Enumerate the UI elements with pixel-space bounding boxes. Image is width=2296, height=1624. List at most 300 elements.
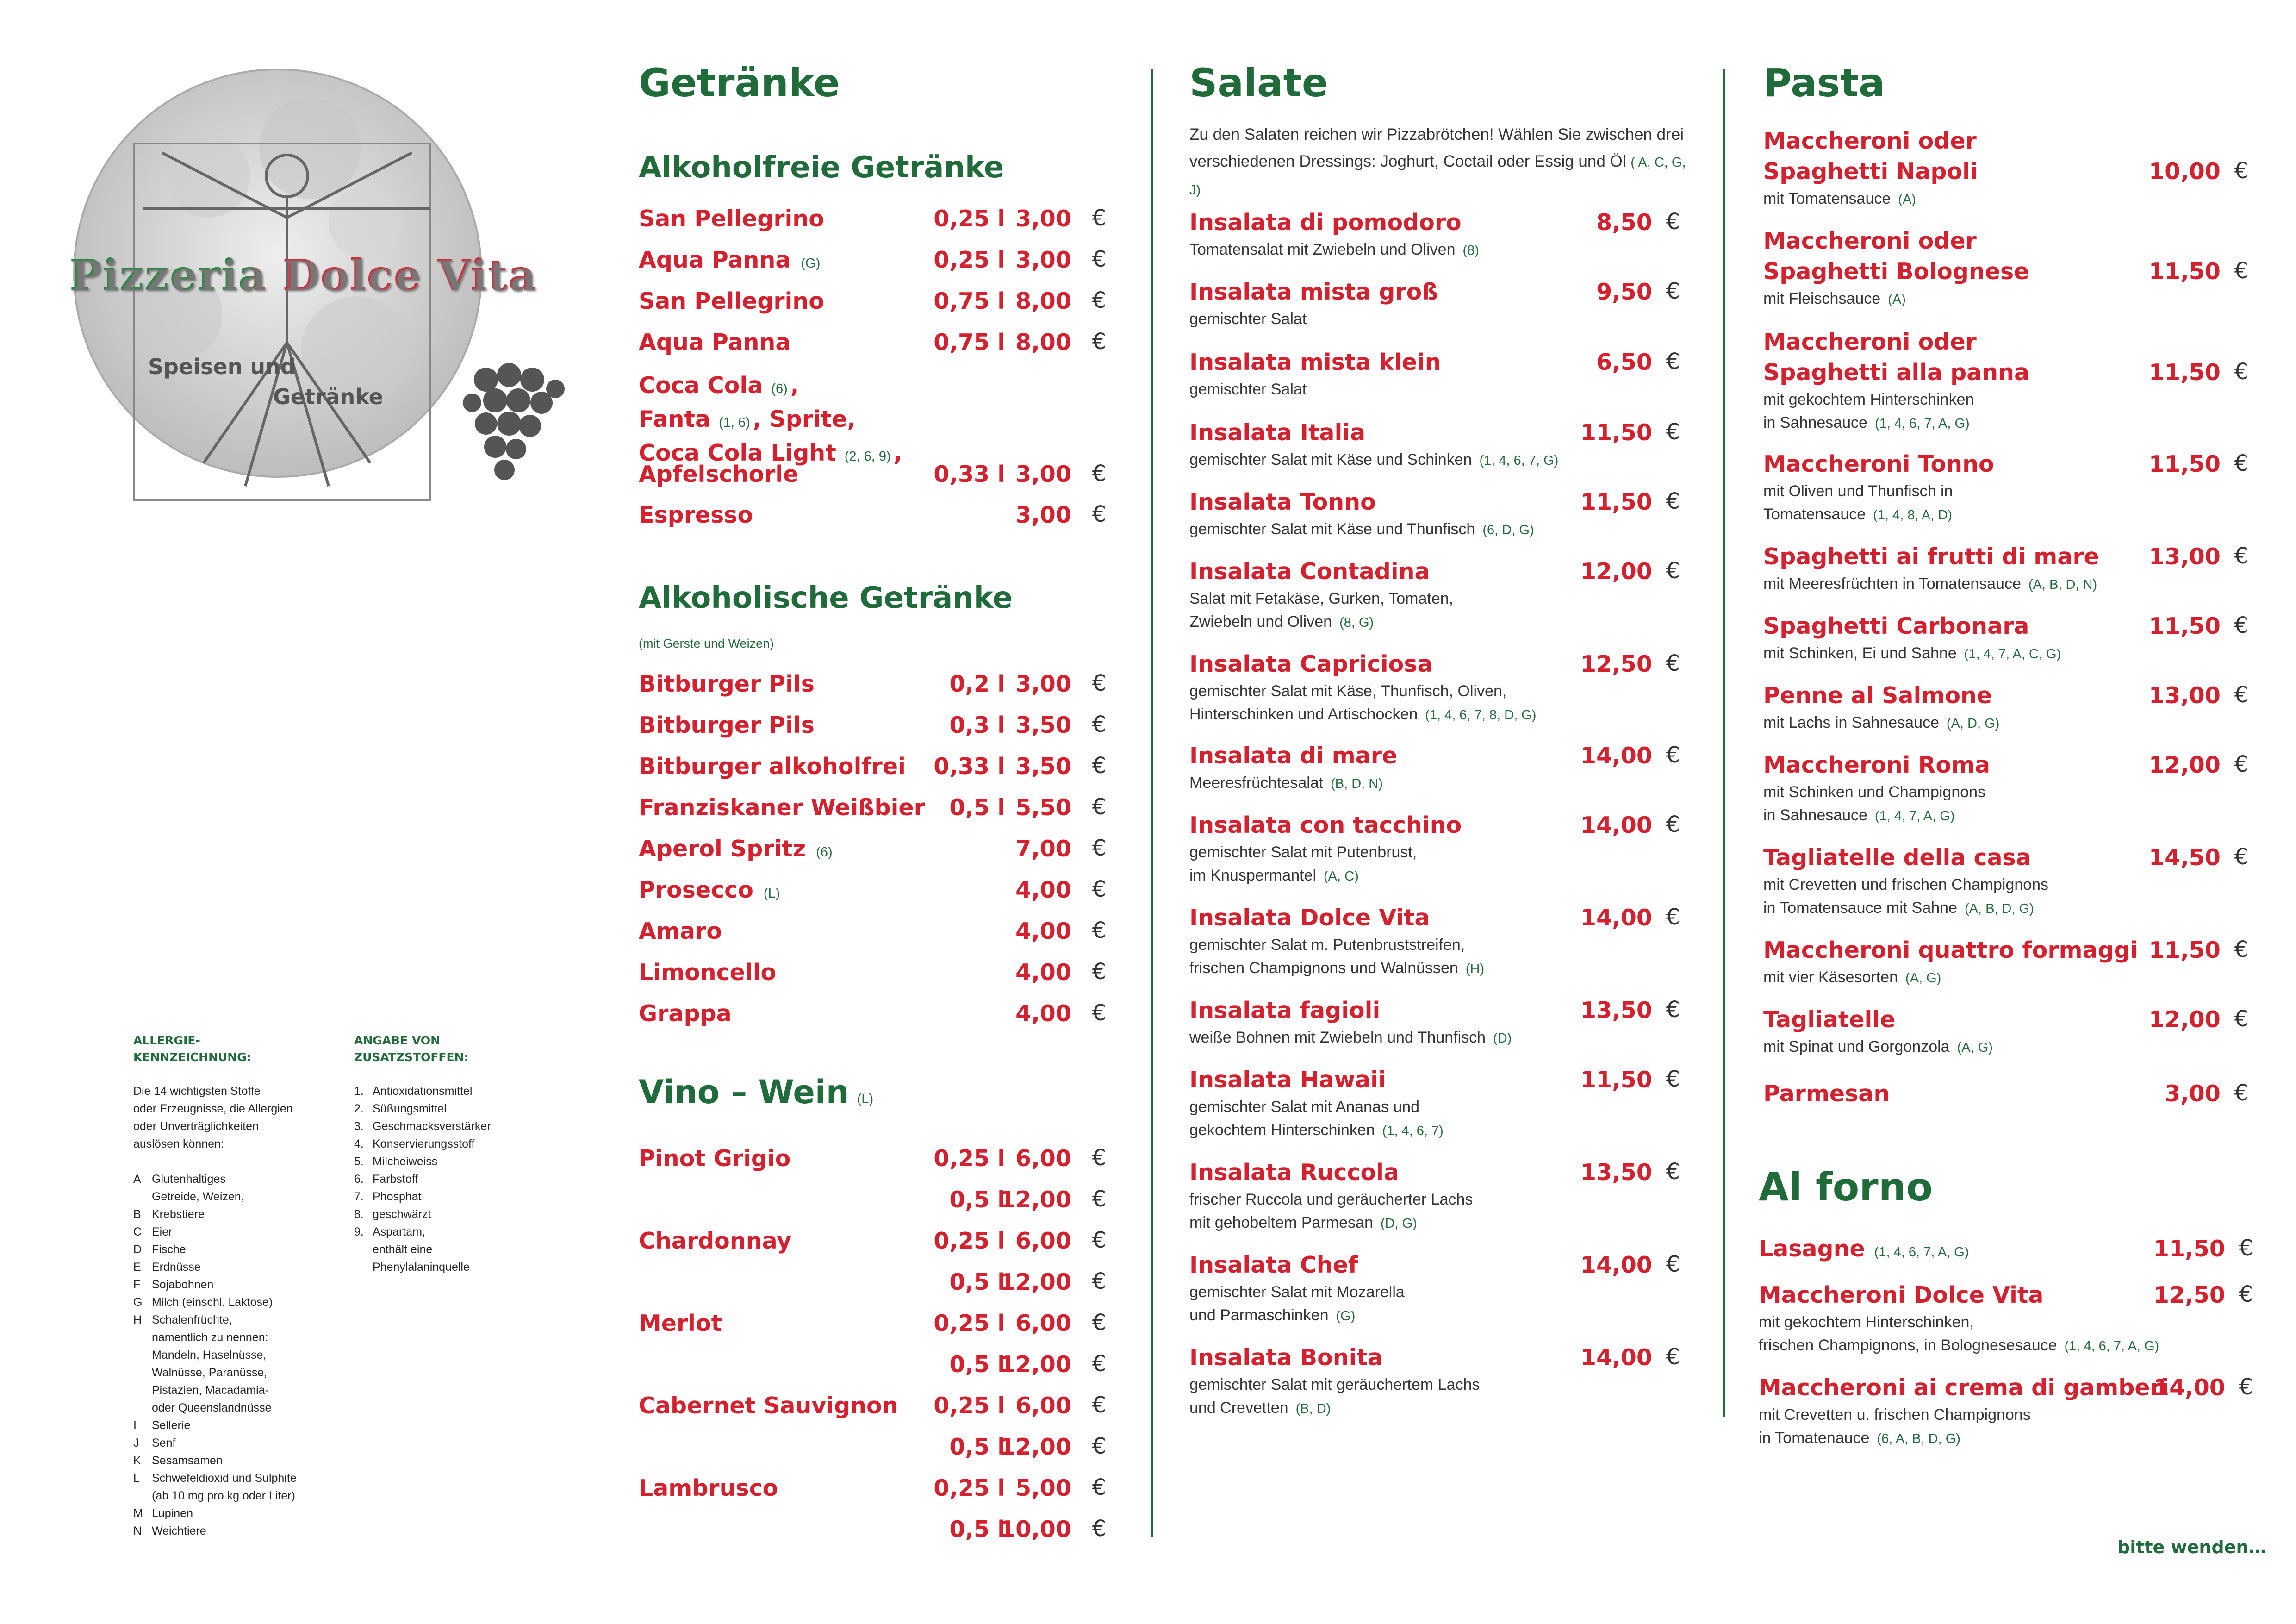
salate-intro-line-1: Zu den Salaten reichen wir Pizzabrötchen! Wählen Sie zwischen drei — [1189, 125, 1684, 144]
beer-wine-row-volume: 0,3 l — [949, 712, 1005, 738]
allergy-key: K — [133, 1454, 141, 1467]
logo-subtitle-1: Speisen und — [148, 354, 296, 379]
allergy-item — [133, 1487, 328, 1505]
wine-row — [639, 1185, 1111, 1215]
salad-item — [1189, 347, 1680, 401]
allergy-item — [133, 1258, 328, 1276]
allergy-item — [133, 1505, 328, 1522]
beer-wine-row-label: Franziskaner Weißbier — [639, 794, 925, 821]
additive-key: 6. — [354, 1173, 364, 1186]
pasta-item — [1763, 327, 2254, 435]
pasta-currency: € — [2234, 612, 2248, 638]
pasta-code: (A) — [1898, 192, 1916, 207]
pasta-name: Tagliatelle della casa — [1763, 844, 2031, 871]
salad-price: 13,50 — [1580, 997, 1652, 1024]
allergy-text: Senf — [152, 1437, 176, 1449]
salad-desc-text: gemischter Salat — [1189, 381, 1307, 398]
additive-item — [354, 1170, 530, 1188]
drink-row — [639, 204, 1111, 234]
salad-desc — [1189, 1396, 1680, 1420]
salad-desc — [1189, 864, 1680, 888]
softdrink-sep: , — [893, 440, 902, 466]
forno-desc: mit gekochtem Hinterschinken, — [1759, 1313, 1974, 1331]
allergy-item — [133, 1381, 328, 1399]
allergy-key: I — [133, 1419, 137, 1432]
wine-row-volume: 0,25 l — [933, 1310, 1005, 1337]
salad-price: 11,50 — [1580, 489, 1652, 515]
salad-currency: € — [1666, 488, 1680, 514]
wine-row — [639, 1391, 1111, 1421]
beer-wine-row-currency: € — [1092, 712, 1106, 737]
pasta-name-line-1: Maccheroni oder — [1763, 228, 1977, 254]
forno-code: (6, A, B, D, G) — [1877, 1431, 1960, 1446]
allergy-key: D — [133, 1243, 142, 1256]
allergy-text: Lupinen — [152, 1507, 193, 1520]
pasta-code: (A, B, D, N) — [2028, 577, 2097, 592]
pasta-currency: € — [2234, 751, 2248, 777]
espresso-row — [639, 500, 1111, 531]
wine-row-price: 6,00 — [1015, 1310, 1071, 1337]
additive-item — [354, 1223, 530, 1241]
beer-wine-row — [639, 999, 1111, 1029]
additive-text: Konservierungsstoff — [373, 1137, 475, 1150]
allergy-text: Schalenfrüchte, — [152, 1313, 232, 1326]
wine-row-name — [639, 1473, 778, 1504]
pasta-price: 11,50 — [2149, 451, 2221, 477]
pasta-code: (A, G) — [1957, 1040, 1993, 1055]
drink-row-label: Aqua Panna — [639, 329, 791, 356]
beer-wine-row — [639, 875, 1111, 906]
allergy-heading-1: ALLERGIE- — [133, 1034, 200, 1047]
drink-row — [639, 286, 1111, 317]
allergy-text: Milch (einschl. Laktose) — [152, 1296, 273, 1309]
pasta-price: 11,50 — [2149, 613, 2221, 639]
pasta-desc — [1763, 873, 2254, 896]
salad-desc — [1189, 610, 1680, 634]
wine-row-label: Lambrusco — [639, 1475, 778, 1501]
allergy-text: Schwefeldioxid und Sulphite — [152, 1472, 297, 1485]
drink-row-label: Aqua Panna — [639, 247, 791, 273]
salad-name: Insalata di mare — [1189, 743, 1398, 769]
salad-desc-text: Meeresfrüchtesalat — [1189, 774, 1324, 792]
wine-row-price: 12,00 — [1000, 1269, 1071, 1295]
pasta-desc — [1763, 287, 2254, 311]
espresso-row-price: 3,00 — [1015, 502, 1071, 528]
pasta-desc — [1763, 711, 2254, 735]
salad-price: 14,00 — [1580, 812, 1652, 838]
wine-row-price: 10,00 — [1000, 1516, 1071, 1543]
allergy-key: F — [133, 1278, 141, 1291]
softdrink-line — [639, 370, 1111, 404]
beer-wine-row-name — [639, 669, 815, 700]
wine-row — [639, 1267, 1111, 1298]
allergy-text: Weichtiere — [152, 1524, 206, 1537]
softdrink-line — [639, 404, 1111, 438]
beer-wine-row-currency: € — [1092, 876, 1106, 902]
pasta-desc — [1763, 480, 2254, 503]
additive-text: Phosphat — [373, 1190, 422, 1203]
allergy-key — [133, 1487, 152, 1505]
pasta-name: Tagliatelle — [1763, 1006, 1896, 1033]
allergy-box — [133, 1032, 328, 1540]
beer-wine-row — [639, 793, 1111, 823]
softdrink-name: Fanta — [639, 406, 711, 432]
additive-item — [354, 1135, 530, 1153]
pasta-column — [1759, 0, 2266, 1624]
salad-currency: € — [1666, 650, 1680, 676]
wine-row-price: 12,00 — [1000, 1187, 1071, 1213]
pasta-desc — [1763, 411, 2254, 435]
drink-row-code: (G) — [801, 256, 821, 271]
salate-title: Salate — [1189, 60, 1328, 106]
salad-price: 11,50 — [1580, 1067, 1652, 1093]
wine-row-currency: € — [1092, 1474, 1106, 1500]
salad-code: (8, G) — [1339, 615, 1374, 630]
salate-intro — [1189, 121, 1689, 204]
wine-row-price: 6,00 — [1015, 1145, 1071, 1172]
salad-code: (1, 4, 6, 7, 8, D, G) — [1425, 708, 1537, 723]
salad-desc-text: gemischter Salat mit geräuchertem Lachs — [1189, 1376, 1480, 1393]
additive-item — [354, 1082, 530, 1100]
pasta-desc-text: mit Oliven und Thunfisch in — [1763, 482, 1953, 500]
footer-note: bitte wenden… — [2117, 1537, 2266, 1557]
pasta-code: (1, 4, 7, A, G) — [1874, 809, 1955, 824]
allergy-key: B — [133, 1208, 141, 1221]
beer-wine-row-currency: € — [1092, 1000, 1106, 1026]
pasta-desc-text: mit vier Käsesorten — [1763, 968, 1898, 986]
wine-row-label: Pinot Grigio — [639, 1145, 791, 1172]
additive-key: 1. — [354, 1085, 364, 1098]
forno-label: Maccheroni ai crema di gamberi — [1759, 1374, 2169, 1401]
salad-desc-text: und Crevetten — [1189, 1399, 1288, 1417]
pasta-price: 14,50 — [2149, 844, 2221, 871]
salad-desc — [1189, 518, 1680, 542]
additive-item — [354, 1206, 530, 1223]
forno-price: 12,50 — [2153, 1282, 2225, 1308]
pasta-code: (A) — [1888, 292, 1906, 307]
salad-name: Insalata Chef — [1189, 1252, 1358, 1278]
additive-key: 3. — [354, 1120, 364, 1133]
salad-price: 11,50 — [1580, 419, 1652, 446]
beer-wine-row-currency: € — [1092, 794, 1106, 820]
alkoholfrei-title: Alkoholfreie Getränke — [639, 150, 1004, 185]
allergy-text: Krebstiere — [152, 1208, 205, 1221]
wine-row-price: 12,00 — [1000, 1434, 1071, 1460]
allergy-key — [133, 1188, 152, 1206]
pasta-name: Maccheroni Tonno — [1763, 451, 1994, 477]
additive-item — [354, 1100, 530, 1118]
salad-price: 8,50 — [1596, 209, 1652, 236]
allergy-key: C — [133, 1225, 142, 1238]
pasta-desc — [1763, 781, 2254, 804]
salad-name: Insalata con tacchino — [1189, 812, 1462, 838]
salad-desc — [1189, 238, 1680, 262]
wine-row-volume: 0,5 l — [949, 1516, 1005, 1543]
salad-desc-text: gemischter Salat m. Putenbruststreifen, — [1189, 936, 1465, 954]
beer-wine-row-name — [639, 999, 732, 1029]
beer-wine-row — [639, 957, 1111, 988]
allergy-key: N — [133, 1524, 142, 1537]
forno-price: 14,00 — [2153, 1374, 2225, 1401]
allergy-text: Sesamsamen — [152, 1454, 223, 1467]
pasta-desc — [1763, 966, 2254, 990]
beer-wine-row-currency: € — [1092, 918, 1106, 943]
pasta-desc — [1763, 896, 2254, 920]
drink-row-currency: € — [1092, 246, 1106, 272]
salad-currency: € — [1666, 419, 1680, 445]
pasta-currency: € — [2234, 158, 2248, 184]
salad-item — [1189, 1065, 1680, 1143]
salad-currency: € — [1666, 558, 1680, 584]
beer-wine-row-label: Bitburger alkoholfrei — [639, 753, 906, 780]
pasta-item — [1763, 126, 2254, 211]
salad-desc — [1189, 448, 1680, 472]
logo-title — [69, 250, 579, 300]
softdrink-code: (6) — [771, 381, 788, 396]
pasta-desc-text: mit Lachs in Sahnesauce — [1763, 714, 1939, 731]
salad-currency: € — [1666, 349, 1680, 375]
wine-row — [639, 1226, 1111, 1256]
divider-1 — [1151, 69, 1153, 1537]
allergy-item — [133, 1170, 328, 1188]
pasta-item — [1763, 1079, 2254, 1109]
forno-desc-text: frischen Champignons, in Bolognesesauce — [1759, 1337, 2057, 1354]
allergy-intro-1: Die 14 wichtigsten Stoffe — [133, 1085, 261, 1098]
wine-row-volume: 0,25 l — [933, 1145, 1005, 1172]
additive-item — [354, 1258, 530, 1276]
allergy-item — [133, 1188, 328, 1206]
getraenke-title: Getränke — [639, 60, 840, 106]
allergy-item — [133, 1206, 328, 1223]
beer-wine-row-volume: 0,2 l — [949, 671, 1005, 697]
beer-wine-row-price: 7,00 — [1015, 836, 1071, 862]
softdrink-sep: , Sprite, — [753, 406, 856, 432]
wine-row-volume: 0,25 l — [933, 1393, 1005, 1419]
pasta-item — [1763, 1005, 2254, 1059]
pasta-price: 13,00 — [2149, 543, 2221, 570]
salad-desc — [1189, 378, 1680, 401]
beer-wine-row-name — [639, 916, 722, 947]
pasta-code: (1, 4, 8, A, D) — [1873, 508, 1952, 523]
salad-price: 12,00 — [1580, 558, 1652, 585]
allergy-key — [133, 1381, 152, 1399]
salad-desc — [1189, 1188, 1680, 1211]
beer-wine-row-label: Prosecco — [639, 877, 753, 903]
beer-wine-row-label: Aperol Spritz — [639, 836, 806, 862]
allergy-key: H — [133, 1313, 142, 1326]
drink-row-name — [639, 286, 824, 317]
pasta-name: Parmesan — [1763, 1081, 1890, 1107]
pasta-title: Pasta — [1763, 60, 1885, 106]
salad-desc — [1189, 771, 1680, 795]
salad-name: Insalata fagioli — [1189, 997, 1381, 1024]
wine-row-volume: 0,5 l — [949, 1434, 1005, 1460]
wine-row — [639, 1514, 1111, 1545]
wine-row-currency: € — [1092, 1392, 1106, 1418]
beer-wine-row-volume: 0,5 l — [949, 794, 1005, 821]
beer-wine-row-price: 3,00 — [1015, 671, 1071, 697]
pasta-desc-text: mit Meeresfrüchten in Tomatensauce — [1763, 575, 2021, 593]
softdrink-code: (1, 6) — [719, 415, 750, 430]
salad-desc-text: und Parmaschinken — [1189, 1306, 1329, 1324]
wine-row-name — [639, 1391, 898, 1421]
pasta-desc-text: mit gekochtem Hinterschinken — [1763, 391, 1974, 408]
pasta-code: (1, 4, 6, 7, A, G) — [1874, 416, 1970, 431]
drink-row-volume: 0,25 l — [933, 247, 1005, 273]
allergy-item — [133, 1293, 328, 1311]
pasta-desc-text: mit Tomatensauce — [1763, 190, 1891, 207]
additive-key: 2. — [354, 1102, 364, 1115]
pasta-desc-text: mit Fleischsauce — [1763, 290, 1881, 307]
drink-row-volume: 0,75 l — [933, 288, 1005, 314]
salad-desc-text: Hinterschinken und Artischocken — [1189, 706, 1418, 723]
salad-item — [1189, 487, 1680, 542]
forno-label: Lasagne — [1759, 1236, 1865, 1262]
beer-wine-row-price: 4,00 — [1015, 918, 1071, 944]
salad-code: (6, D, G) — [1482, 523, 1534, 537]
allergy-text: Walnüsse, Paranüsse, — [152, 1366, 268, 1379]
beer-wine-row-name — [639, 957, 776, 988]
salad-name: Insalata di pomodoro — [1189, 209, 1462, 236]
salad-desc — [1189, 1280, 1680, 1304]
salad-desc-text: gemischter Salat mit Putenbrust, — [1189, 843, 1417, 861]
beer-wine-row — [639, 751, 1111, 782]
additive-text: Antioxidationsmittel — [373, 1085, 473, 1098]
beer-wine-row — [639, 834, 1111, 864]
allergy-intro-2: oder Erzeugnisse, die Allergien — [133, 1102, 293, 1115]
salad-price: 12,50 — [1580, 651, 1652, 677]
drink-row-price: 8,00 — [1015, 329, 1071, 356]
salad-currency: € — [1666, 1066, 1680, 1092]
divider-2 — [1723, 69, 1725, 1417]
wein-title: Vino – Wein — [639, 1073, 849, 1111]
salad-code: (A, C) — [1324, 869, 1359, 884]
pasta-price: 10,00 — [2149, 158, 2221, 185]
pasta-desc — [1763, 388, 2254, 411]
allergy-text: Eier — [152, 1225, 173, 1238]
salate-intro-text-2: verschiedenen Dressings: Joghurt, Coctail oder Essig und Öl — [1189, 152, 1626, 170]
allergy-item — [133, 1434, 328, 1452]
allergy-text: Mandeln, Haselnüsse, — [152, 1349, 267, 1362]
salad-code: (B, D) — [1295, 1401, 1331, 1416]
forno-label: Maccheroni Dolce Vita — [1759, 1282, 2044, 1308]
forno-name-code: (1, 4, 6, 7, A, G) — [1874, 1245, 1969, 1260]
drink-row-name — [639, 245, 820, 279]
allergy-key — [133, 1399, 152, 1417]
allergy-text: Pistazien, Macadamia- — [152, 1384, 269, 1397]
allergy-key: M — [133, 1507, 143, 1520]
allergy-item — [133, 1346, 328, 1364]
pasta-desc — [1763, 503, 2254, 527]
softdrink-combo-row-volume: 0,33 l — [933, 461, 1005, 487]
allergy-item — [133, 1522, 328, 1540]
pasta-name-line-1: Maccheroni oder — [1763, 128, 1977, 154]
softdrink-code: (2, 6, 9) — [844, 449, 891, 464]
pasta-currency: € — [2234, 359, 2248, 385]
salad-desc-text: gemischter Salat mit Käse und Thunfisch — [1189, 520, 1475, 538]
beer-wine-row-price: 3,50 — [1015, 712, 1071, 738]
salad-desc — [1189, 1304, 1680, 1328]
pasta-item — [1763, 449, 2254, 527]
salad-item — [1189, 903, 1680, 981]
pasta-desc — [1763, 642, 2254, 666]
beer-wine-row-name — [639, 834, 833, 868]
salad-desc-text: mit gehobeltem Parmesan — [1189, 1214, 1373, 1231]
wine-row-volume: 0,25 l — [933, 1228, 1005, 1254]
pasta-currency: € — [2234, 258, 2248, 284]
additive-key: 9. — [354, 1225, 364, 1238]
pasta-desc-text: in Sahnesauce — [1763, 414, 1867, 431]
salate-intro-line-2 — [1189, 148, 1689, 204]
logo-subtitle-2: Getränke — [273, 384, 383, 409]
salad-code: (D, G) — [1380, 1216, 1417, 1231]
additive-item — [354, 1153, 530, 1170]
salad-price: 13,50 — [1580, 1159, 1652, 1186]
beer-wine-row-label: Grappa — [639, 1000, 732, 1027]
allergy-item — [133, 1241, 328, 1258]
salad-currency: € — [1666, 997, 1680, 1023]
wein-title-row — [639, 1073, 873, 1111]
pasta-name: Spaghetti alla panna — [1763, 359, 2030, 386]
wine-row — [639, 1473, 1111, 1504]
beer-wine-row-label: Amaro — [639, 918, 722, 944]
salad-desc-text: frischer Ruccola und geräucherter Lachs — [1189, 1191, 1473, 1208]
allergy-text: Sellerie — [152, 1419, 191, 1432]
additive-text: Phenylalaninquelle — [373, 1261, 470, 1274]
additive-key: 4. — [354, 1137, 364, 1150]
wine-row-volume: 0,5 l — [949, 1187, 1005, 1213]
additive-text: Farbstoff — [373, 1173, 418, 1186]
forno-desc-text: in Tomatenauce — [1759, 1429, 1870, 1447]
drink-row-label: San Pellegrino — [639, 288, 824, 314]
allergy-item — [133, 1452, 328, 1469]
wine-row-currency: € — [1092, 1186, 1106, 1212]
beer-wine-row-currency: € — [1092, 835, 1106, 861]
drink-row — [639, 327, 1111, 358]
pasta-item — [1763, 750, 2254, 828]
salad-price: 14,00 — [1580, 905, 1652, 931]
allergy-item — [133, 1329, 328, 1346]
alkoholisch-title: Alkoholische Getränke — [639, 581, 1013, 615]
beer-wine-row-code: (6) — [816, 845, 833, 860]
pasta-desc-text: mit Schinken und Champignons — [1763, 783, 1986, 801]
drink-row-volume: 0,75 l — [933, 329, 1005, 356]
salad-price: 14,00 — [1580, 1344, 1652, 1371]
forno-title: Al forno — [1759, 1164, 1933, 1210]
pasta-price: 3,00 — [2165, 1081, 2221, 1107]
forno-currency: € — [2239, 1235, 2253, 1261]
salad-item — [1189, 1157, 1680, 1235]
salad-name: Insalata Italia — [1189, 419, 1366, 446]
salad-desc-text: Zwiebeln und Oliven — [1189, 613, 1332, 631]
salad-desc-text: gemischter Salat mit Käse und Schinken — [1189, 451, 1472, 468]
wine-row — [639, 1432, 1111, 1462]
wine-row-currency: € — [1092, 1145, 1106, 1171]
softdrink-combo-row-label: Apfelschorle — [639, 461, 799, 487]
salad-desc — [1189, 587, 1680, 610]
pasta-name: Maccheroni Roma — [1763, 752, 1991, 778]
salad-desc — [1189, 841, 1680, 864]
salad-currency: € — [1666, 904, 1680, 930]
allergy-text: Erdnüsse — [152, 1261, 201, 1274]
espresso-row-label: Espresso — [639, 502, 753, 528]
additive-key: 7. — [354, 1190, 364, 1203]
forno-item — [1759, 1373, 2254, 1450]
salad-desc-text: weiße Bohnen mit Zwiebeln und Thunfisch — [1189, 1029, 1486, 1046]
wine-row-name — [639, 1308, 722, 1339]
salad-name: Insalata Contadina — [1189, 558, 1430, 585]
allergy-item — [133, 1311, 328, 1329]
